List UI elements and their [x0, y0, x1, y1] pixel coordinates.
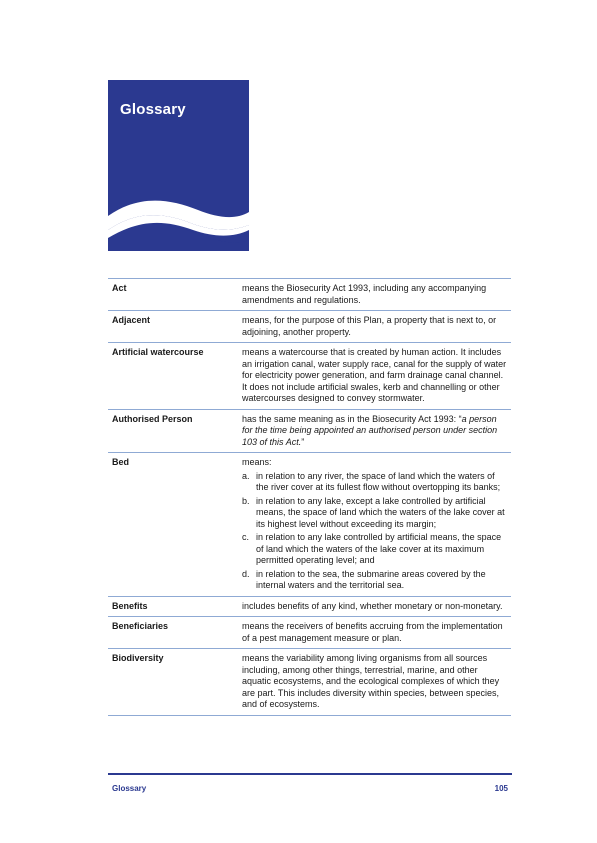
term: Bed — [112, 457, 130, 467]
definition — [242, 414, 511, 449]
term: Act — [112, 283, 127, 293]
definition-quote: a person for the time being appointed an authorised person under section 103 of this Act. — [242, 413, 498, 447]
term: Artificial watercourse — [112, 347, 204, 357]
item-text: in relation to the sea, the submarine areas covered by the internal waters and the territorial sea. — [256, 568, 486, 590]
item-label: c. — [242, 532, 250, 542]
definition: means, for the purpose of this Plan, a property that is next to, or adjoining, another property. — [242, 315, 497, 337]
glossary-row-bed — [108, 452, 511, 596]
term: Beneficiaries — [112, 621, 169, 631]
glossary-row-beneficiaries — [108, 616, 511, 648]
glossary-row-authorised-person — [108, 409, 511, 453]
footer-section-title: Glossary — [112, 784, 147, 793]
definition: means the receivers of benefits accruing from the implementation of a pest management measure or plan. — [242, 621, 503, 643]
list-item — [242, 496, 509, 531]
page-number: 105 — [494, 784, 508, 793]
definition: includes benefits of any kind, whether monetary or non-monetary. — [242, 600, 503, 611]
item-label: b. — [242, 495, 250, 506]
definition-prefix: has the same meaning as in the Biosecurity Act 1993: “ — [242, 413, 462, 424]
definition — [242, 457, 511, 592]
list-item — [242, 569, 509, 592]
term: Authorised Person — [112, 413, 193, 424]
term: Benefits — [112, 600, 148, 611]
item-text: in relation to any lake, except a lake controlled by artificial means, the space of land which the waters of the lake cover at its highest level without exceeding its margin; — [256, 495, 505, 529]
item-text: in relation to any river, the space of land which the waters of the river cover at its fullest flow without overtopping its banks; — [256, 470, 501, 492]
glossary-row-act — [108, 278, 511, 310]
definition: means the variability among living organisms from all sources including, among other things, terrestrial, marine, and other aquatic ecosystems, and the ecological complexes of which they are part. This includes diversity within species, between species, and of ecosystems. — [242, 653, 500, 709]
definition: means a watercourse that is created by human action. It includes an irrigation canal, water supply race, canal for the supply of water for electricity power generation, and farm drainage canal channel. It does not include artificial swales, kerb and channelling or other watercourses designed to convey stormwater. — [242, 347, 507, 403]
item-label: d. — [242, 568, 250, 579]
glossary-table — [108, 278, 511, 716]
list-item — [242, 532, 509, 567]
definition-suffix: ” — [301, 436, 305, 447]
definition-intro: means: — [242, 457, 272, 467]
item-text: in relation to any lake controlled by artificial means, the space of land which the waters of the lake cover at its maximum permitted operating level; and — [256, 532, 502, 565]
footer-rule — [108, 773, 512, 775]
glossary-row-adjacent — [108, 310, 511, 342]
glossary-row-biodiversity — [108, 648, 511, 716]
term: Biodiversity — [112, 653, 164, 663]
glossary-row-artificial-watercourse — [108, 342, 511, 409]
definition: means the Biosecurity Act 1993, including any accompanying amendments and regulations. — [242, 283, 487, 305]
page-title: Glossary — [120, 101, 186, 118]
term: Adjacent — [112, 315, 151, 325]
glossary-row-benefits — [108, 596, 511, 617]
item-label: a. — [242, 470, 250, 481]
list-item — [242, 471, 509, 494]
